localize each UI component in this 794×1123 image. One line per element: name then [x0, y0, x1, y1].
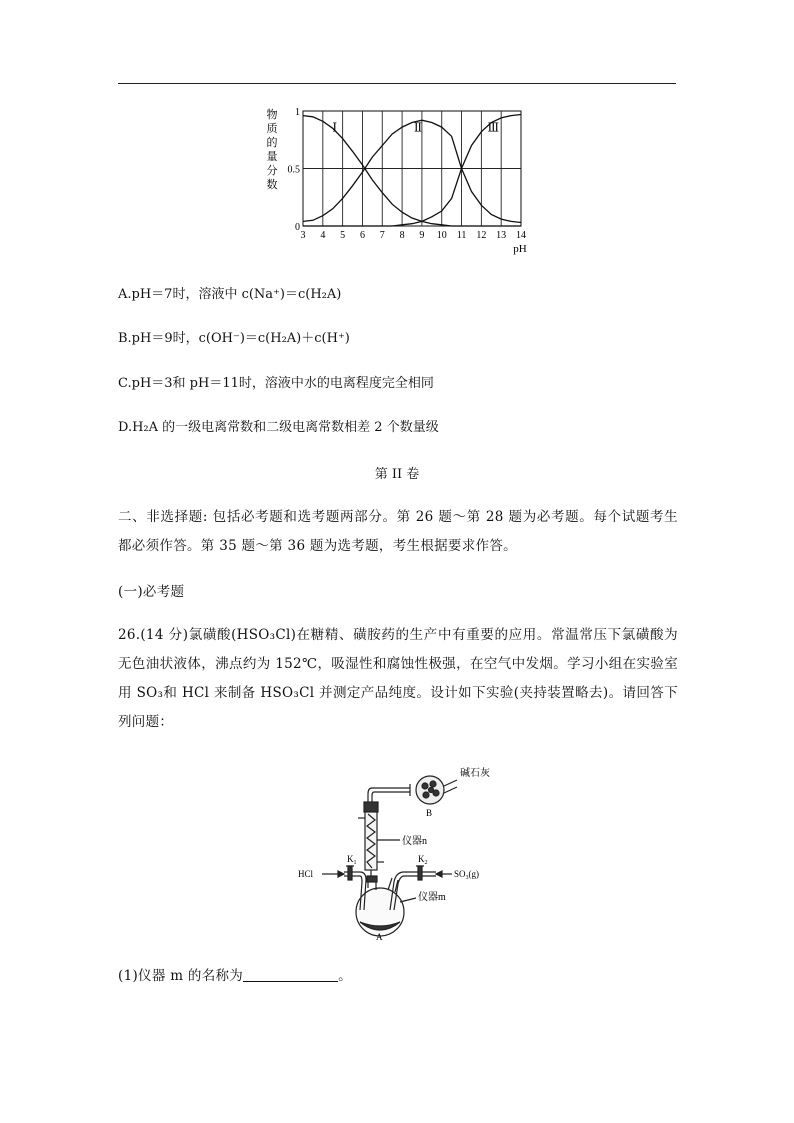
option-d: D.H₂A 的一级电离常数和二级电离常数相差 2 个数量级: [118, 420, 439, 435]
option-b: B.pH＝9时，c(OH⁻)＝c(H₂A)＋c(H⁺): [118, 331, 350, 346]
chart-labels: [267, 107, 527, 255]
sub-question-1-text: (1)仪器 m 的名称为: [118, 968, 244, 984]
y-axis-label-char: 质: [266, 122, 278, 135]
instrument-m-label: 仪器m: [418, 892, 446, 903]
x-tick-label: 4: [320, 230, 326, 241]
y-axis-label-char: 数: [266, 178, 278, 191]
instructions: 二、非选择题: 包括必考题和选考题两部分。第 26 题～第 28 题为必考题。每个试题考生都必须作答。第 35 题～第 36 题为选考题，考生根据要求作答。: [118, 509, 678, 554]
y-tick-label: 0: [295, 222, 300, 233]
option-a: A.pH＝7时，溶液中 c(Na⁺)＝c(H₂A): [118, 287, 342, 302]
series-label-2: Ⅱ: [413, 120, 423, 135]
condenser-n: [358, 802, 400, 880]
sub-question-1: [118, 962, 678, 991]
x-tick-label: 10: [436, 230, 447, 241]
k2-label: $K_2$: [418, 854, 428, 866]
x-tick-label: 11: [456, 230, 467, 241]
y-axis-label-char: 的: [266, 136, 278, 149]
question-26: 26.(14 分)氯磺酸(HSO₃Cl)在糖精、磺胺药的生产中有重要的应用。常温常压下氯磺酸为无色油状液体，沸点约为 152℃，吸湿性和腐蚀性极强，在空气中发烟。学习小组在实验室用 SO₃和 HCl 来制备 HSO₃Cl 并测定产品纯度。设计如下实验(夹持装置略去)。请回答下列问题：: [118, 627, 678, 730]
hcl-label: HCl: [298, 869, 314, 879]
label-b: B: [426, 808, 433, 818]
sub-question-1-end: 。: [338, 968, 352, 984]
x-tick-label: 8: [399, 230, 405, 241]
k1-label: $K_1$: [347, 854, 357, 866]
series-label-3: Ⅲ: [487, 120, 500, 135]
header-rule: [118, 83, 676, 84]
label-a: A: [376, 932, 383, 942]
instrument-n-label: 仪器n: [402, 836, 427, 847]
flask-a: [356, 876, 416, 936]
alkali-lime-label: 碱石灰: [460, 768, 490, 779]
y-axis-label-char: 物: [266, 108, 278, 121]
distribution-chart: [250, 100, 540, 262]
y-axis-label-char: 分: [266, 164, 278, 177]
required-heading: (一)必考题: [118, 584, 185, 600]
x-tick-label: 9: [419, 230, 425, 241]
so3-label: $SO_3(g)$: [454, 869, 480, 881]
x-axis-label: pH: [513, 243, 527, 255]
series-line-2: [303, 120, 521, 222]
y-tick-label: 0.5: [287, 164, 300, 176]
x-tick-label: 13: [496, 230, 507, 241]
series-label-1: Ⅰ: [332, 120, 338, 135]
apparatus-diagram: [292, 762, 527, 942]
x-tick-label: 14: [516, 230, 526, 241]
x-tick-label: 3: [300, 230, 306, 241]
drying-tube-b: [378, 776, 457, 804]
x-tick-label: 7: [379, 230, 385, 241]
y-tick-label: 1: [295, 107, 300, 118]
x-tick-label: 6: [359, 230, 365, 241]
connector-tube: [368, 788, 378, 802]
option-c: C.pH＝3和 pH＝11时，溶液中水的电离程度完全相同: [118, 376, 434, 391]
answer-blank[interactable]: [243, 967, 338, 982]
x-tick-label: 12: [476, 230, 487, 241]
section-title: 第 II 卷: [374, 467, 420, 482]
y-axis-label-char: 量: [266, 150, 278, 163]
x-tick-label: 5: [340, 230, 346, 241]
